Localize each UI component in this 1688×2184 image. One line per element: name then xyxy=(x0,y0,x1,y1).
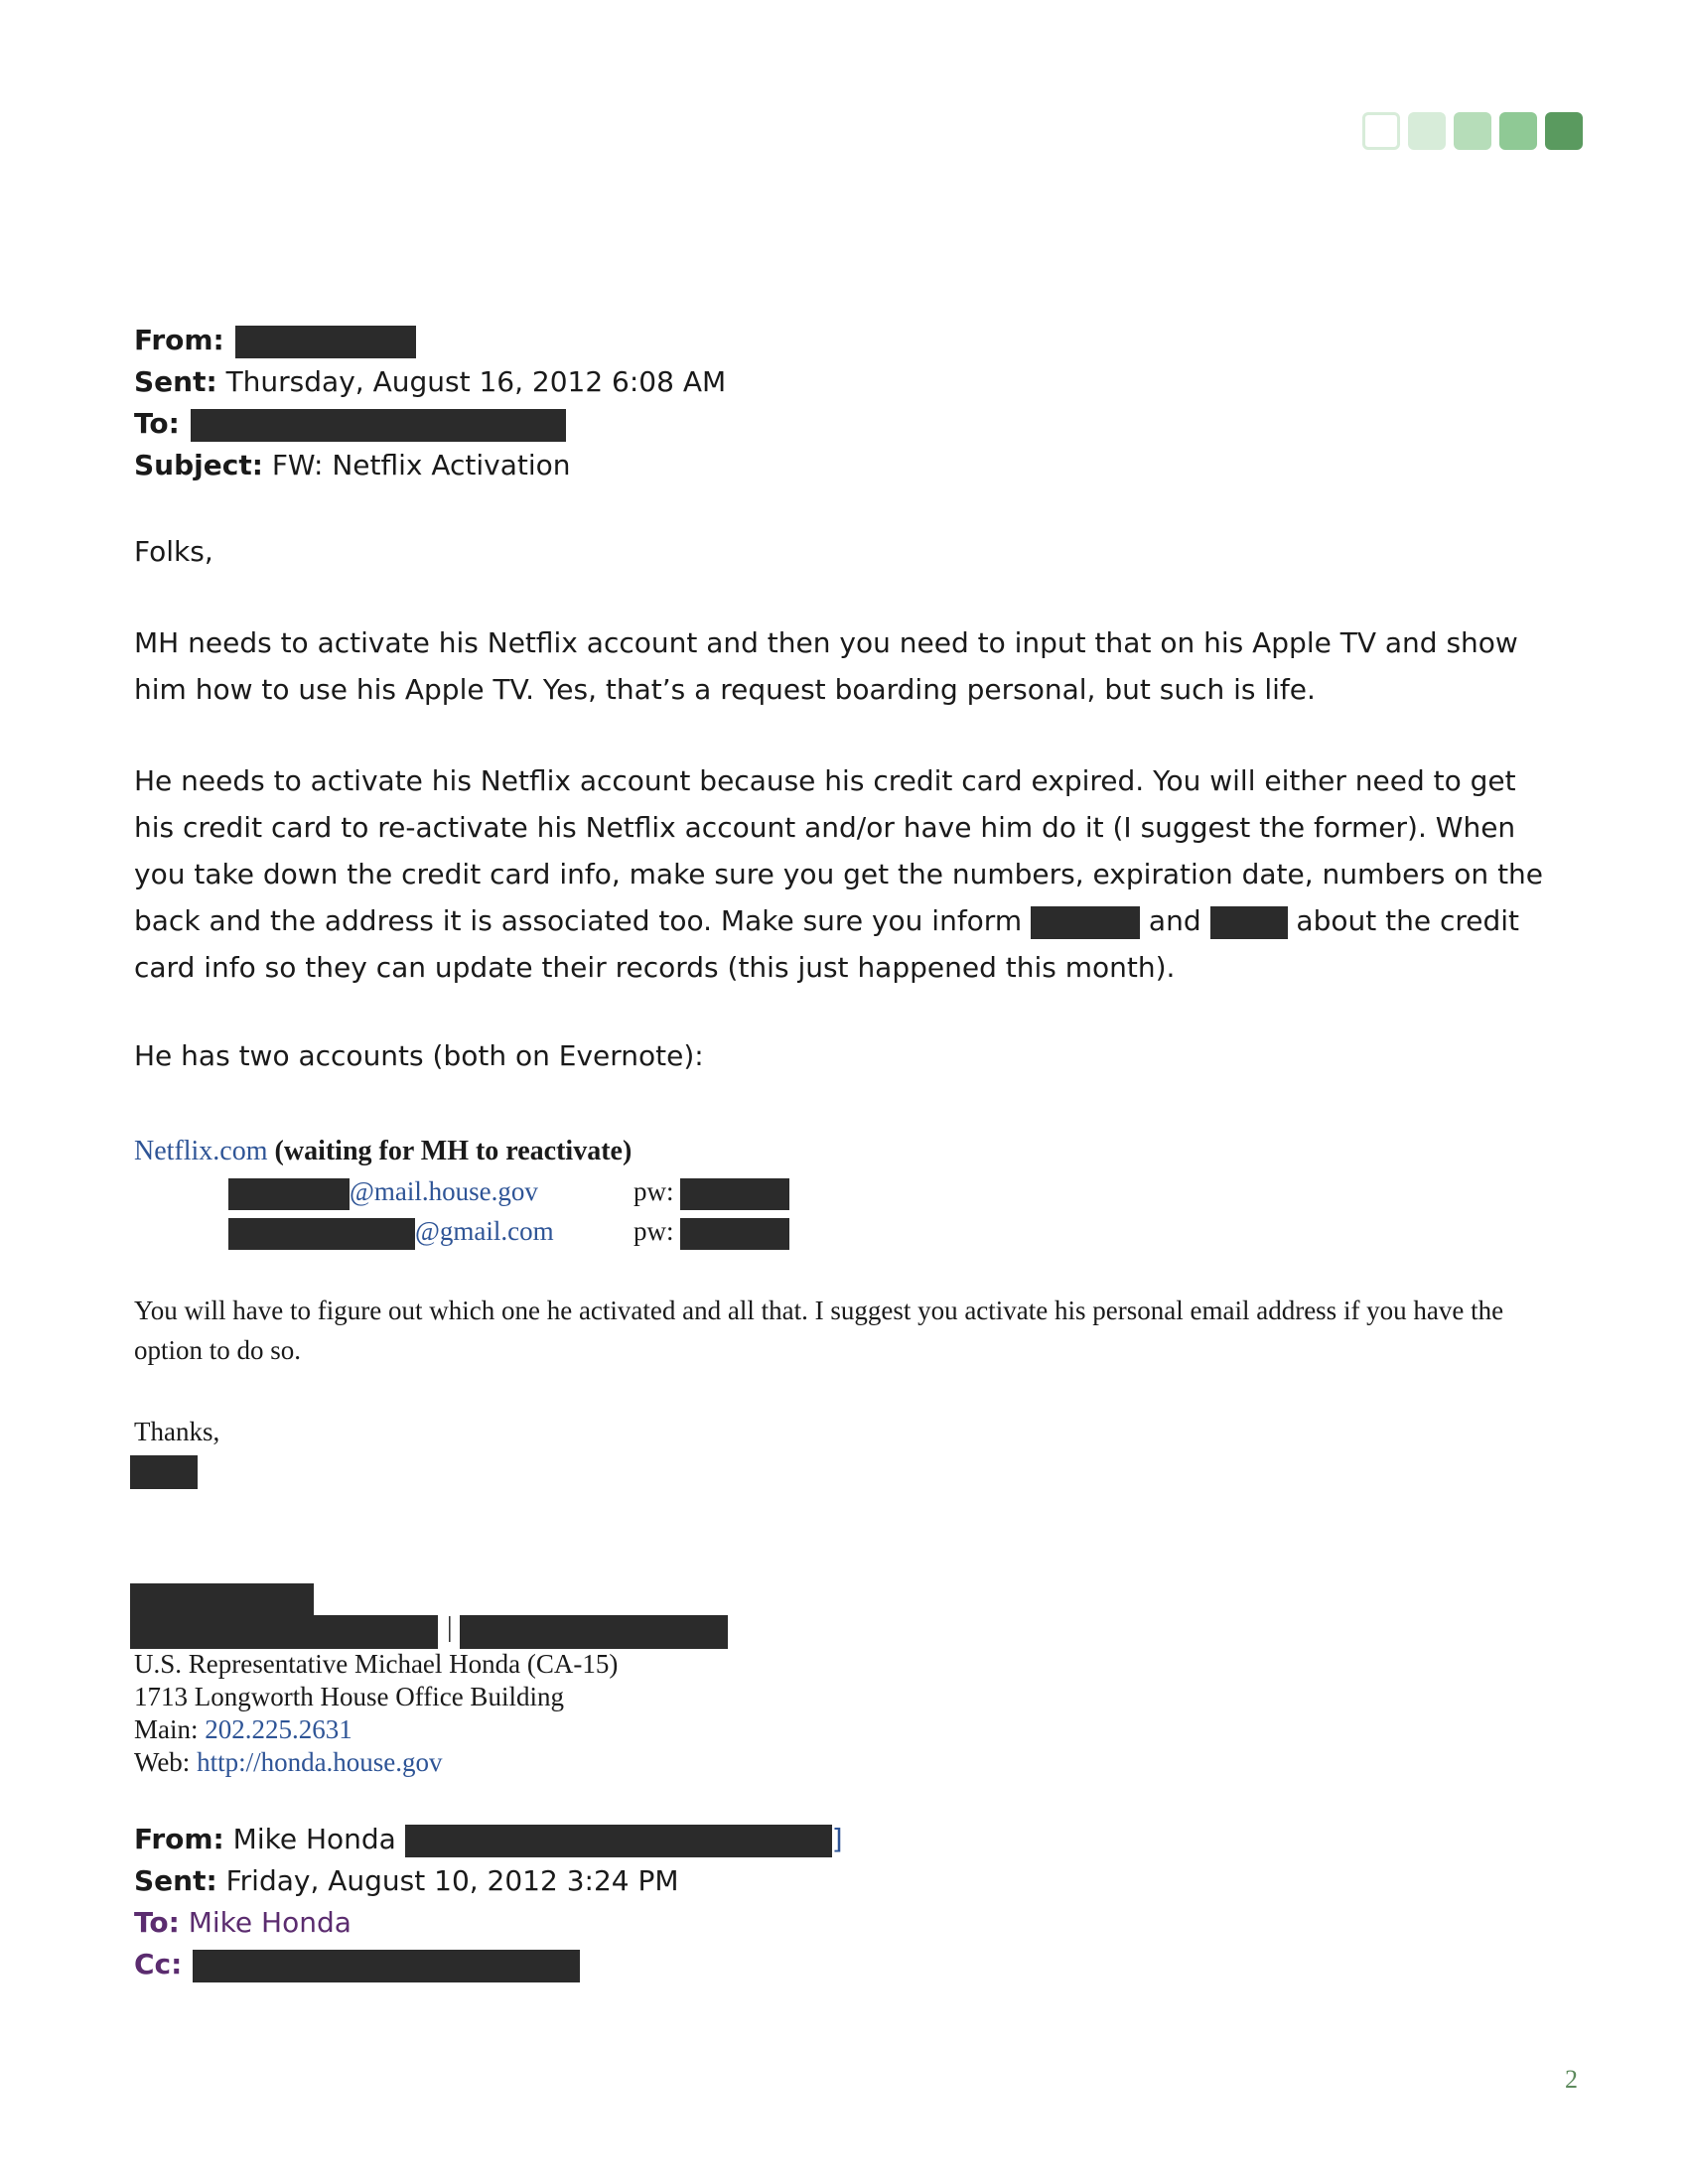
sent-line xyxy=(134,361,726,403)
redaction-inform-2 xyxy=(1210,906,1288,939)
paragraph-2-part-1: He needs to activate his Netflix account because his credit card expired. You will either need to get his credit card to re-activate his Netflix account and/or have him do it (I suggest the former). When you take down the credit card info, make sure you get the numbers, expiration date, numbers on the back and the address it is associated too. Make sure you inform xyxy=(134,764,1544,937)
square-1 xyxy=(1362,112,1400,150)
sig-main-label: Main: xyxy=(134,1714,199,1744)
thanks: Thanks, xyxy=(134,1417,220,1446)
email2-to-line xyxy=(134,1902,352,1944)
email2-sent-value: Friday, August 10, 2012 3:24 PM xyxy=(225,1864,679,1897)
redaction-to xyxy=(191,409,566,442)
email2-from-value: Mike Honda xyxy=(232,1823,396,1855)
account-row-1 xyxy=(228,1171,538,1211)
netflix-note: (waiting for MH to reactivate) xyxy=(274,1136,633,1166)
sig-line-2: 1713 Longworth House Office Building xyxy=(134,1682,564,1711)
redaction-sig-name xyxy=(130,1583,314,1615)
greeting: Folks, xyxy=(134,535,213,568)
email2-bracket: ] xyxy=(831,1823,843,1855)
sig-main-phone[interactable]: 202.225.2631 xyxy=(205,1714,352,1744)
from-line xyxy=(134,320,416,361)
sig-separator: | xyxy=(447,1612,453,1643)
pw-label-2: pw: xyxy=(633,1216,674,1246)
paragraph-3: He has two accounts (both on Evernote): xyxy=(134,1039,704,1072)
subject-value: FW: Netflix Activation xyxy=(271,449,571,481)
redaction-from xyxy=(235,326,416,358)
to-label: To: xyxy=(134,407,180,440)
sig-web-label: Web: xyxy=(134,1747,191,1777)
email2-to-label: To: xyxy=(134,1906,180,1939)
subject-line xyxy=(134,445,571,486)
redaction-username-1 xyxy=(228,1178,350,1210)
redaction-email2-cc xyxy=(193,1950,580,1982)
redaction-password-2 xyxy=(680,1218,789,1250)
pw-label-1: pw: xyxy=(633,1176,674,1206)
redaction-password-1 xyxy=(680,1178,789,1210)
redaction-inform-1 xyxy=(1031,906,1140,939)
paragraph-4: You will have to figure out which one he activated and all that. I suggest you activate his personal email address if you have the option to do so. xyxy=(134,1296,1504,1365)
redaction-sig-contact xyxy=(460,1615,728,1649)
netflix-link[interactable]: Netflix.com xyxy=(134,1136,268,1166)
sig-web xyxy=(134,1745,443,1779)
sig-line-1: U.S. Representative Michael Honda (CA-15) xyxy=(134,1649,619,1679)
paragraph-2-part-2: about the credit card info so they can update their records (this just happened this month). xyxy=(134,904,1520,984)
email2-cc-label: Cc: xyxy=(134,1948,183,1980)
square-2 xyxy=(1408,112,1446,150)
from-label: From: xyxy=(134,324,224,356)
paragraph-2-and: and xyxy=(1148,904,1201,937)
email2-sent-label: Sent: xyxy=(134,1864,217,1897)
sig-web-link[interactable]: http://honda.house.gov xyxy=(197,1747,443,1777)
sent-value: Thursday, August 16, 2012 6:08 AM xyxy=(225,365,727,398)
account-row-2 xyxy=(228,1211,554,1251)
email2-from-label: From: xyxy=(134,1823,224,1855)
square-4 xyxy=(1499,112,1537,150)
sent-label: Sent: xyxy=(134,365,217,398)
email2-cc-line xyxy=(134,1944,580,1985)
email2-sent-line xyxy=(134,1860,679,1902)
account-domain-1[interactable]: @mail.house.gov xyxy=(350,1176,538,1206)
redaction-sender-name xyxy=(130,1455,198,1489)
header-squares xyxy=(1362,112,1583,150)
account-pw-2 xyxy=(633,1211,789,1251)
sig-main xyxy=(134,1712,352,1746)
square-3 xyxy=(1454,112,1491,150)
account-domain-2[interactable]: @gmail.com xyxy=(415,1216,554,1246)
redaction-sig-title xyxy=(130,1615,438,1649)
to-line xyxy=(134,403,566,445)
netflix-heading xyxy=(134,1132,632,1171)
redaction-email2-from xyxy=(405,1825,832,1857)
paragraph-1: MH needs to activate his Netflix account and then you need to input that on his Apple TV and show him how to use his Apple TV. Yes, that’s a request boarding personal, but such is life. xyxy=(134,626,1518,706)
account-pw-1 xyxy=(633,1171,789,1211)
paragraph-2 xyxy=(134,757,1564,991)
redaction-username-2 xyxy=(228,1218,415,1250)
page-number: 2 xyxy=(1565,2065,1578,2094)
subject-label: Subject: xyxy=(134,449,263,481)
email2-from-line xyxy=(134,1819,843,1860)
email2-to-value: Mike Honda xyxy=(188,1906,352,1939)
square-5 xyxy=(1545,112,1583,150)
